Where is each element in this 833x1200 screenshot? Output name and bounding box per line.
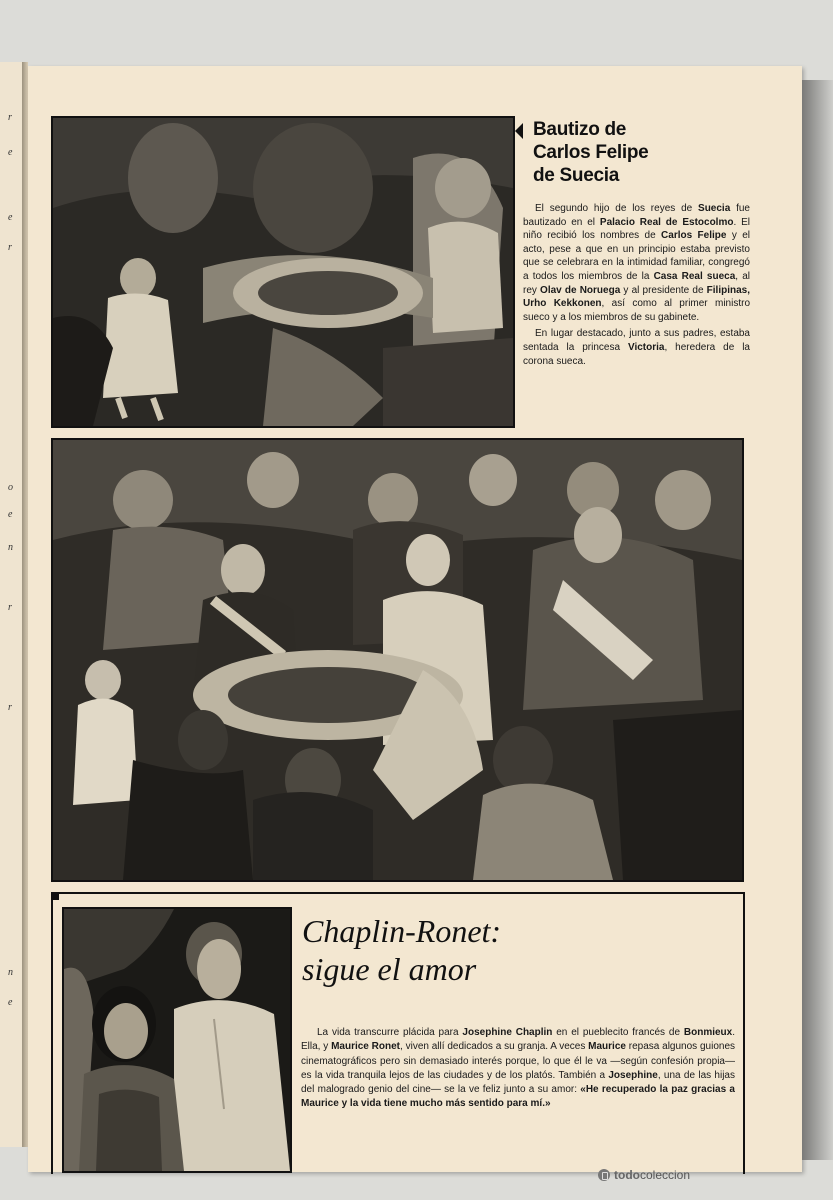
left-page-letter: r bbox=[8, 602, 12, 613]
story2-headline-line: Chaplin-Ronet: bbox=[302, 913, 502, 949]
bold-run: Bonmieux bbox=[683, 1027, 733, 1038]
bold-run: Maurice Ronet bbox=[331, 1041, 401, 1053]
left-page-letter: r bbox=[8, 112, 12, 123]
story1-body bbox=[523, 202, 750, 371]
bold-run: Olav de Noruega bbox=[540, 284, 621, 296]
right-background-strip bbox=[802, 80, 833, 1160]
watermark-part: todo bbox=[614, 1168, 640, 1182]
bold-run: Palacio Real de Estocolmo bbox=[599, 216, 734, 228]
story2-headline bbox=[302, 912, 582, 988]
bold-run: «He recuperado la paz gracias a Maurice y la vida tiene mucho más sentido para mí.» bbox=[301, 1084, 735, 1110]
bold-run: Maurice bbox=[588, 1041, 626, 1053]
baptism-photo-large bbox=[51, 438, 744, 882]
watermark-part: coleccion bbox=[640, 1168, 691, 1182]
story1-paragraph: En lugar destacado, junto a sus padres, estaba sentada la princesa Victoria, heredera de la corona sueca. bbox=[523, 328, 750, 367]
story1-headline-line: Carlos Felipe bbox=[533, 142, 649, 163]
bold-run: Josephine bbox=[608, 1069, 658, 1081]
left-page-letter: o bbox=[8, 482, 13, 493]
bold-run: Casa Real sueca bbox=[653, 270, 736, 282]
left-page-letter: n bbox=[8, 542, 13, 553]
left-page-letter: r bbox=[8, 242, 12, 253]
bold-run: Carlos Felipe bbox=[661, 230, 727, 242]
watermark bbox=[598, 1168, 690, 1182]
bold-run: Suecia bbox=[698, 203, 731, 214]
left-page-letter: n bbox=[8, 967, 13, 978]
bold-run: Victoria bbox=[627, 341, 665, 353]
watermark-logo-icon bbox=[598, 1169, 610, 1181]
story1-headline-line: de Suecia bbox=[533, 165, 620, 186]
story1-headline bbox=[527, 118, 727, 187]
story2-paragraph: La vida transcurre plácida para Josephine Chaplin en el pueblecito francés de Bonmieux. Ella, y Maurice Ronet, viven allí dedicados a su granja. A veces Maurice repasa algunos guiones cinematográficos pero sin demasiado interés porque, lo que él le va —según confesión propia— es la vida tranquila lejos de las ciudades y de los platós. También a Josephine, una de las hijas del malogrado genio del cine— se la ve feliz junto a su amor: «He recuperado la paz gracias a Maurice y la vida tiene mucho más sentido para mí.» bbox=[301, 1027, 736, 1110]
left-page-edge bbox=[0, 62, 23, 1147]
story2-headline-line: sigue el amor bbox=[302, 951, 477, 987]
arrow-left-icon bbox=[515, 123, 523, 139]
left-page-letter: e bbox=[8, 997, 13, 1008]
left-page-letter: e bbox=[8, 147, 13, 158]
frame-corner-mark bbox=[51, 892, 59, 900]
chaplin-ronet-photo bbox=[62, 907, 292, 1173]
baptism-photo-top bbox=[51, 116, 515, 428]
story1-paragraph: El segundo hijo de los reyes de Suecia fue bautizado en el Palacio Real de Estocolmo. El niño recibió los nombres de Carlos Felipe y el acto, pese a que en un principio estaba previsto que se celebrara en la intimidad familiar, congregó a todos los miembros de la Casa Real sueca, al rey Olav de Noruega y al presidente de Filipinas, Urho Kekkonen, así como al primer ministro sueco y a los miembros de su gabinete. bbox=[523, 203, 751, 323]
bold-run: Filipinas, Urho Kekkonen bbox=[523, 284, 751, 310]
story1-headline-line: Bautizo de bbox=[533, 119, 627, 140]
left-page-letter: r bbox=[8, 702, 12, 713]
left-page-letter: e bbox=[8, 212, 13, 223]
bold-run: Josephine Chaplin bbox=[462, 1027, 553, 1038]
left-page-letter: e bbox=[8, 509, 13, 520]
story2-body bbox=[301, 1026, 735, 1112]
